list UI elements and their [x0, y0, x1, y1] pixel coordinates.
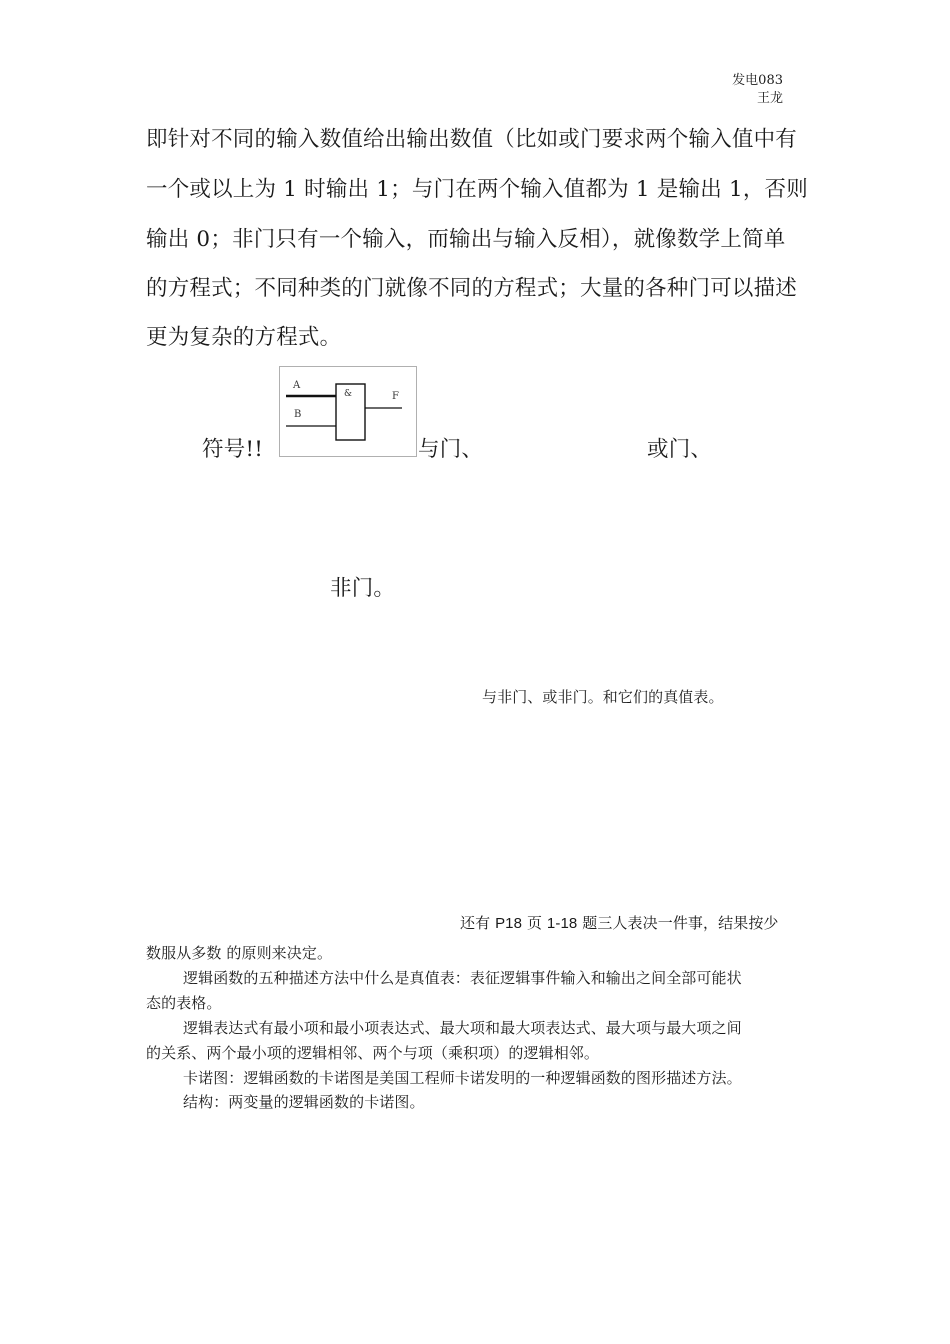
exercise-page: P18 — [495, 915, 523, 932]
and-gate-figure — [279, 366, 417, 457]
structure-line: 结构：两变量的逻辑函数的卡诺图。 — [183, 1093, 425, 1111]
expression-line-2: 的关系、两个最小项的逻辑相邻、两个与项（乘积项）的逻辑相邻。 — [146, 1044, 600, 1062]
and-gate-label: 与门、 — [418, 437, 484, 462]
gate-input-a-label: A — [293, 380, 301, 391]
or-gate-label: 或门、 — [647, 437, 713, 462]
intro-line-3: 输出 0；非门只有一个输入，而输出与输入反相），就像数学上简单 — [146, 227, 786, 252]
exercise-line-1 — [460, 912, 779, 933]
exercise-prefix: 还有 — [460, 914, 496, 932]
exercise-rest: 题三人表决一件事，结果按少 — [577, 914, 779, 932]
truth-table-line-1: 逻辑函数的五种描述方法中什么是真值表：表征逻辑事件输入和输出之间全部可能状 — [183, 969, 742, 987]
gate-and-symbol-label: & — [344, 389, 353, 399]
expression-line-1: 逻辑表达式有最小项和最小项表达式、最大项和最大项表达式、最大项与最大项之间 — [183, 1019, 742, 1037]
exercise-mid: 页 — [522, 914, 547, 932]
nand-nor-line: 与非门、或非门。和它们的真值表。 — [482, 688, 724, 706]
intro-line-1: 即针对不同的输入数值给出输出数值（比如或门要求两个输入值中有 — [146, 127, 798, 152]
intro-line-4: 的方程式；不同种类的门就像不同的方程式；大量的各种门可以描述 — [146, 276, 798, 301]
gate-output-label: F — [392, 391, 399, 402]
header-author: 王龙 — [756, 91, 783, 106]
symbols-label: 符号!! — [202, 437, 264, 462]
not-gate-label: 非门。 — [330, 576, 396, 601]
gate-input-b-label: B — [294, 409, 302, 420]
karnaugh-line: 卡诺图：逻辑函数的卡诺图是美国工程师卡诺发明的一种逻辑函数的图形描述方法。 — [183, 1069, 742, 1087]
intro-line-5: 更为复杂的方程式。 — [146, 325, 342, 350]
exercise-problem: 1-18 — [546, 915, 578, 932]
intro-line-2: 一个或以上为 1 时输出 1；与门在两个输入值都为 1 是输出 1，否则 — [146, 177, 808, 202]
header-class: 发电083 — [732, 73, 783, 88]
truth-table-line-2: 态的表格。 — [146, 994, 222, 1012]
and-gate-symbol — [280, 367, 416, 456]
exercise-line-2: 数服从多数 的原则来决定。 — [146, 944, 333, 962]
